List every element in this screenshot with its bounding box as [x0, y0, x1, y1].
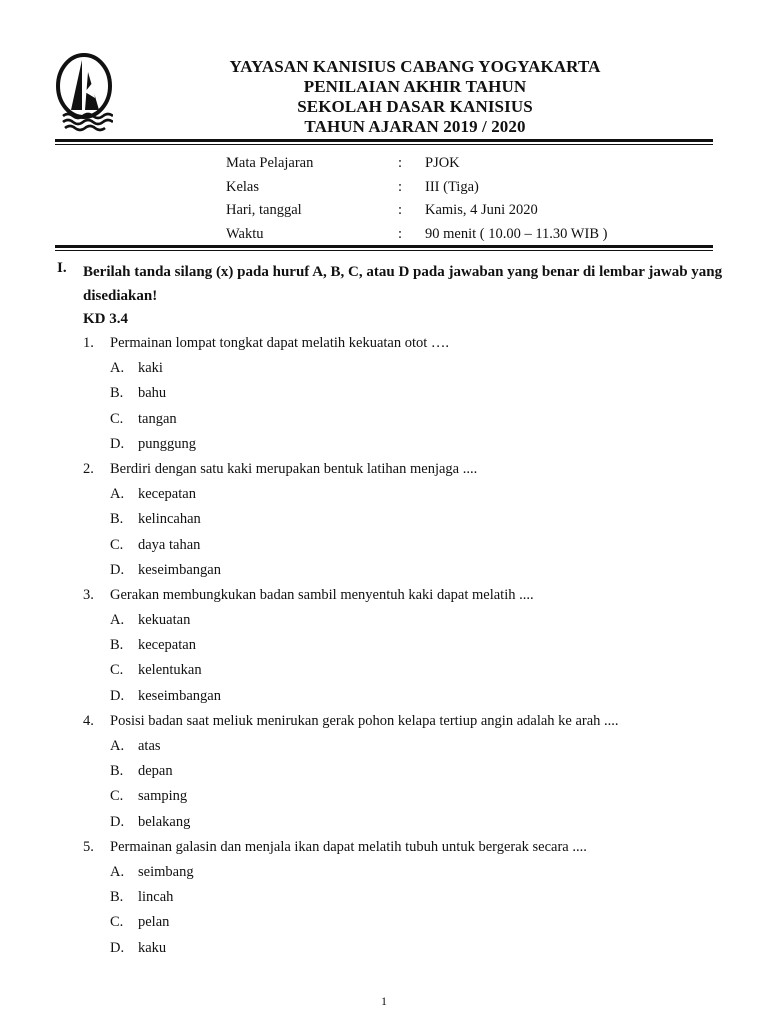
answer-option	[83, 887, 723, 912]
answer-option	[83, 484, 723, 509]
question-list	[83, 333, 723, 963]
option-letter: A.	[110, 738, 125, 754]
info-value: PJOK	[425, 155, 460, 171]
answer-option	[83, 686, 723, 711]
question-number: 2.	[83, 460, 94, 477]
option-text: lincah	[138, 889, 174, 906]
answer-option	[83, 610, 723, 635]
info-value: III (Tiga)	[425, 178, 479, 195]
info-label: Waktu	[226, 225, 264, 242]
option-text: kaki	[138, 360, 163, 377]
info-colon: :	[398, 225, 403, 242]
option-letter: D.	[110, 561, 125, 578]
option-letter: B.	[110, 385, 124, 402]
answer-option	[83, 509, 723, 534]
option-text: seimbang	[138, 863, 194, 880]
exam-title: PENILAIAN AKHIR TAHUN	[303, 77, 527, 96]
option-text: atas	[138, 738, 161, 754]
option-text: kelincahan	[138, 511, 201, 528]
exam-info	[226, 153, 646, 247]
answer-option	[83, 736, 723, 761]
school-name: SEKOLAH DASAR KANISIUS	[297, 97, 533, 116]
option-text: depan	[138, 763, 173, 780]
option-text: kaku	[138, 939, 167, 956]
competency-code: KD 3.4	[83, 311, 128, 327]
answer-option	[83, 812, 723, 837]
option-letter: A.	[110, 863, 125, 880]
option-letter: C.	[110, 536, 124, 553]
option-letter: D.	[110, 939, 125, 956]
question	[83, 837, 723, 862]
answer-option	[83, 409, 723, 434]
option-letter: D.	[110, 435, 125, 452]
answer-option	[83, 635, 723, 660]
question-number: 4.	[83, 712, 94, 729]
info-row-date	[226, 200, 646, 224]
answer-option	[83, 535, 723, 560]
question-text: Berdiri dengan satu kaki merupakan bentuk latihan menjaga ....	[110, 460, 478, 477]
answer-option	[83, 660, 723, 685]
option-text: daya tahan	[138, 536, 201, 553]
section-number: I.	[57, 260, 67, 276]
option-text: keseimbangan	[138, 561, 221, 578]
option-text: pelan	[138, 914, 170, 931]
info-value: 90 menit ( 10.00 – 11.30 WIB )	[425, 225, 608, 242]
question-text: Gerakan membungkukan badan sambil menyentuh kaki dapat melatih ....	[110, 586, 534, 603]
question-text: Permainan lompat tongkat dapat melatih kekuatan otot ….	[110, 335, 450, 351]
info-colon: :	[398, 178, 403, 195]
info-label: Mata Pelajaran	[226, 155, 314, 171]
option-letter: B.	[110, 511, 124, 528]
option-text: kecepatan	[138, 486, 196, 503]
answer-option	[83, 862, 723, 887]
page-number: 1	[381, 994, 387, 1008]
question-text: Permainan galasin dan menjala ikan dapat melatih tubuh untuk bergerak secara ....	[110, 838, 587, 855]
info-colon: :	[398, 202, 403, 218]
option-letter: D.	[110, 813, 125, 830]
option-letter: A.	[110, 360, 125, 377]
answer-option	[83, 786, 723, 811]
option-text: bahu	[138, 385, 167, 402]
option-letter: B.	[110, 889, 124, 906]
document-header	[110, 57, 720, 137]
info-row-subject	[226, 153, 646, 177]
info-label: Hari, tanggal	[226, 202, 302, 218]
option-letter: C.	[110, 662, 124, 679]
header-rule-thin	[55, 144, 713, 145]
question	[83, 711, 723, 736]
answer-option	[83, 358, 723, 383]
info-label: Kelas	[226, 178, 260, 195]
option-letter: D.	[110, 687, 125, 704]
header-rule	[55, 139, 713, 142]
option-text: samping	[138, 788, 188, 805]
option-letter: B.	[110, 637, 124, 654]
info-rule-thin	[55, 250, 713, 251]
answer-option	[83, 761, 723, 786]
option-text: keseimbangan	[138, 687, 221, 704]
answer-option	[83, 560, 723, 585]
foundation-name: YAYASAN KANISIUS CABANG YOGYAKARTA	[229, 57, 601, 76]
option-text: punggung	[138, 435, 196, 452]
option-text: kekuatan	[138, 612, 191, 629]
question-text: Posisi badan saat meliuk menirukan gerak pohon kelapa tertiup angin adalah ke arah ....	[110, 712, 619, 729]
answer-option	[83, 434, 723, 459]
question	[83, 333, 723, 358]
option-text: kecepatan	[138, 637, 196, 654]
answer-option	[83, 938, 723, 963]
question	[83, 585, 723, 610]
option-letter: C.	[110, 788, 124, 805]
info-rule	[55, 245, 713, 248]
section-instruction: Berilah tanda silang (x) pada huruf A, B, C, atau D pada jawaban yang benar di lembar jawab yang disediakan!	[83, 264, 723, 304]
answer-option	[83, 912, 723, 937]
school-logo	[55, 52, 113, 136]
answer-option	[83, 383, 723, 408]
question-number: 1.	[83, 335, 94, 351]
question-number: 3.	[83, 586, 94, 603]
option-letter: A.	[110, 612, 125, 629]
option-text: kelentukan	[138, 662, 202, 679]
info-row-time	[226, 224, 646, 248]
option-text: belakang	[138, 813, 191, 830]
question-number: 5.	[83, 838, 94, 855]
option-letter: B.	[110, 763, 124, 780]
option-letter: C.	[110, 410, 124, 427]
info-colon: :	[398, 155, 403, 171]
info-value: Kamis, 4 Juni 2020	[425, 202, 538, 218]
question	[83, 459, 723, 484]
academic-year: TAHUN AJARAN 2019 / 2020	[304, 117, 526, 136]
info-row-class	[226, 177, 646, 201]
option-letter: C.	[110, 914, 124, 931]
option-text: tangan	[138, 410, 177, 427]
option-letter: A.	[110, 486, 125, 503]
